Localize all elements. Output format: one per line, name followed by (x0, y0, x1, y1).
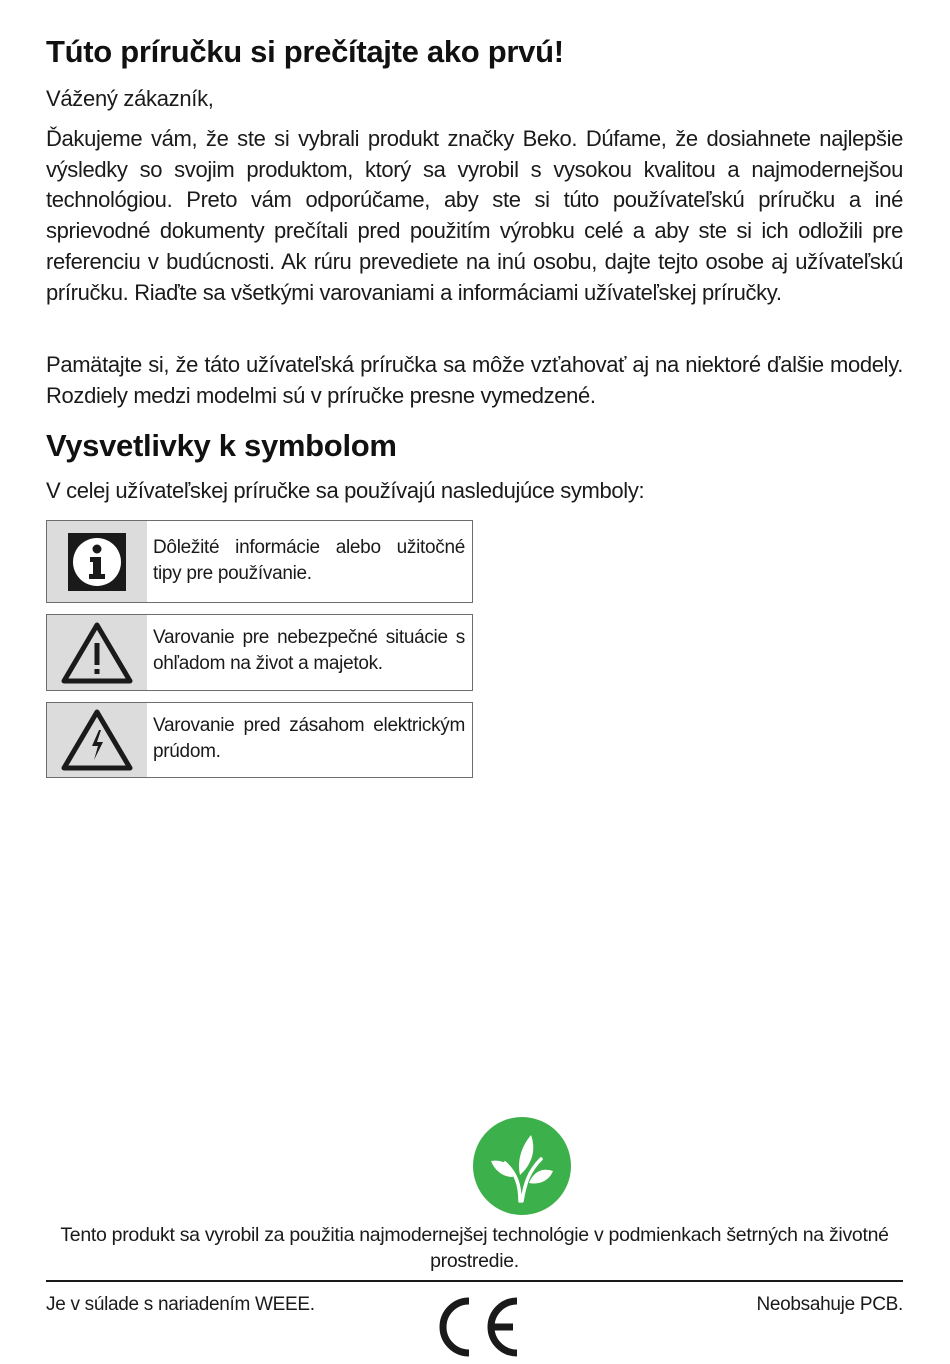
symbol-electric-text: Varovanie pred zásahom elektrickým prúdom. (153, 715, 465, 762)
intro-paragraph: Ďakujeme vám, že ste si vybrali produkt značky Beko. Dúfame, že dosiahnete najlepšie výsledky so svojim produktom, ktorý sa vyrobil s vysokou kvalitou a najmodernejšou technológiou. Preto vám odporúčame, aby ste si túto používateľskú príručku a iné sprievodné dokumenty prečítali pred použitím výrobku celé a aby ste si ich odložili pre referenciu v budúcnosti. Ak rúru prevediete na inú osobu, dajte tejto osobe aj užívateľskú príručku. Riaďte sa všetkými varovaniami a informáciami užívateľskej príručky. (46, 126, 903, 305)
footer-divider (46, 1280, 903, 1282)
page-title: Túto príručku si prečítajte ako prvú! (46, 34, 564, 69)
symbols-heading: Vysvetlivky k symbolom (46, 428, 397, 463)
eco-leaf-icon (473, 1117, 571, 1215)
symbols-intro: V celej užívateľskej príručke sa používajú nasledujúce symboly: (46, 478, 645, 503)
symbol-warning-box (46, 614, 473, 691)
models-paragraph: Pamätajte si, že táto užívateľská príručka sa môže vzťahovať aj na niektoré ďalšie modely. Rozdiely medzi modelmi sú v príručke presne vymedzené. (46, 352, 903, 408)
symbol-electric-box (46, 702, 473, 778)
eco-statement: Tento produkt sa vyrobil za použitia najmodernejšej technológie v podmienkach šetrných na životné prostredie. (60, 1224, 889, 1272)
weee-compliance: Je v súlade s nariadením WEEE. (46, 1294, 315, 1315)
symbol-warning-text: Varovanie pre nebezpečné situácie s ohľadom na život a majetok. (153, 627, 465, 674)
pcb-statement: Neobsahuje PCB. (756, 1294, 903, 1315)
electric-shock-icon (47, 703, 147, 777)
greeting: Vážený zákazník, (46, 86, 214, 111)
warning-icon (47, 615, 147, 690)
ce-mark-icon (431, 1295, 521, 1359)
symbol-info-box (46, 520, 473, 603)
symbol-info-text: Dôležité informácie alebo užitočné tipy pre používanie. (153, 537, 465, 584)
info-icon (47, 521, 147, 602)
